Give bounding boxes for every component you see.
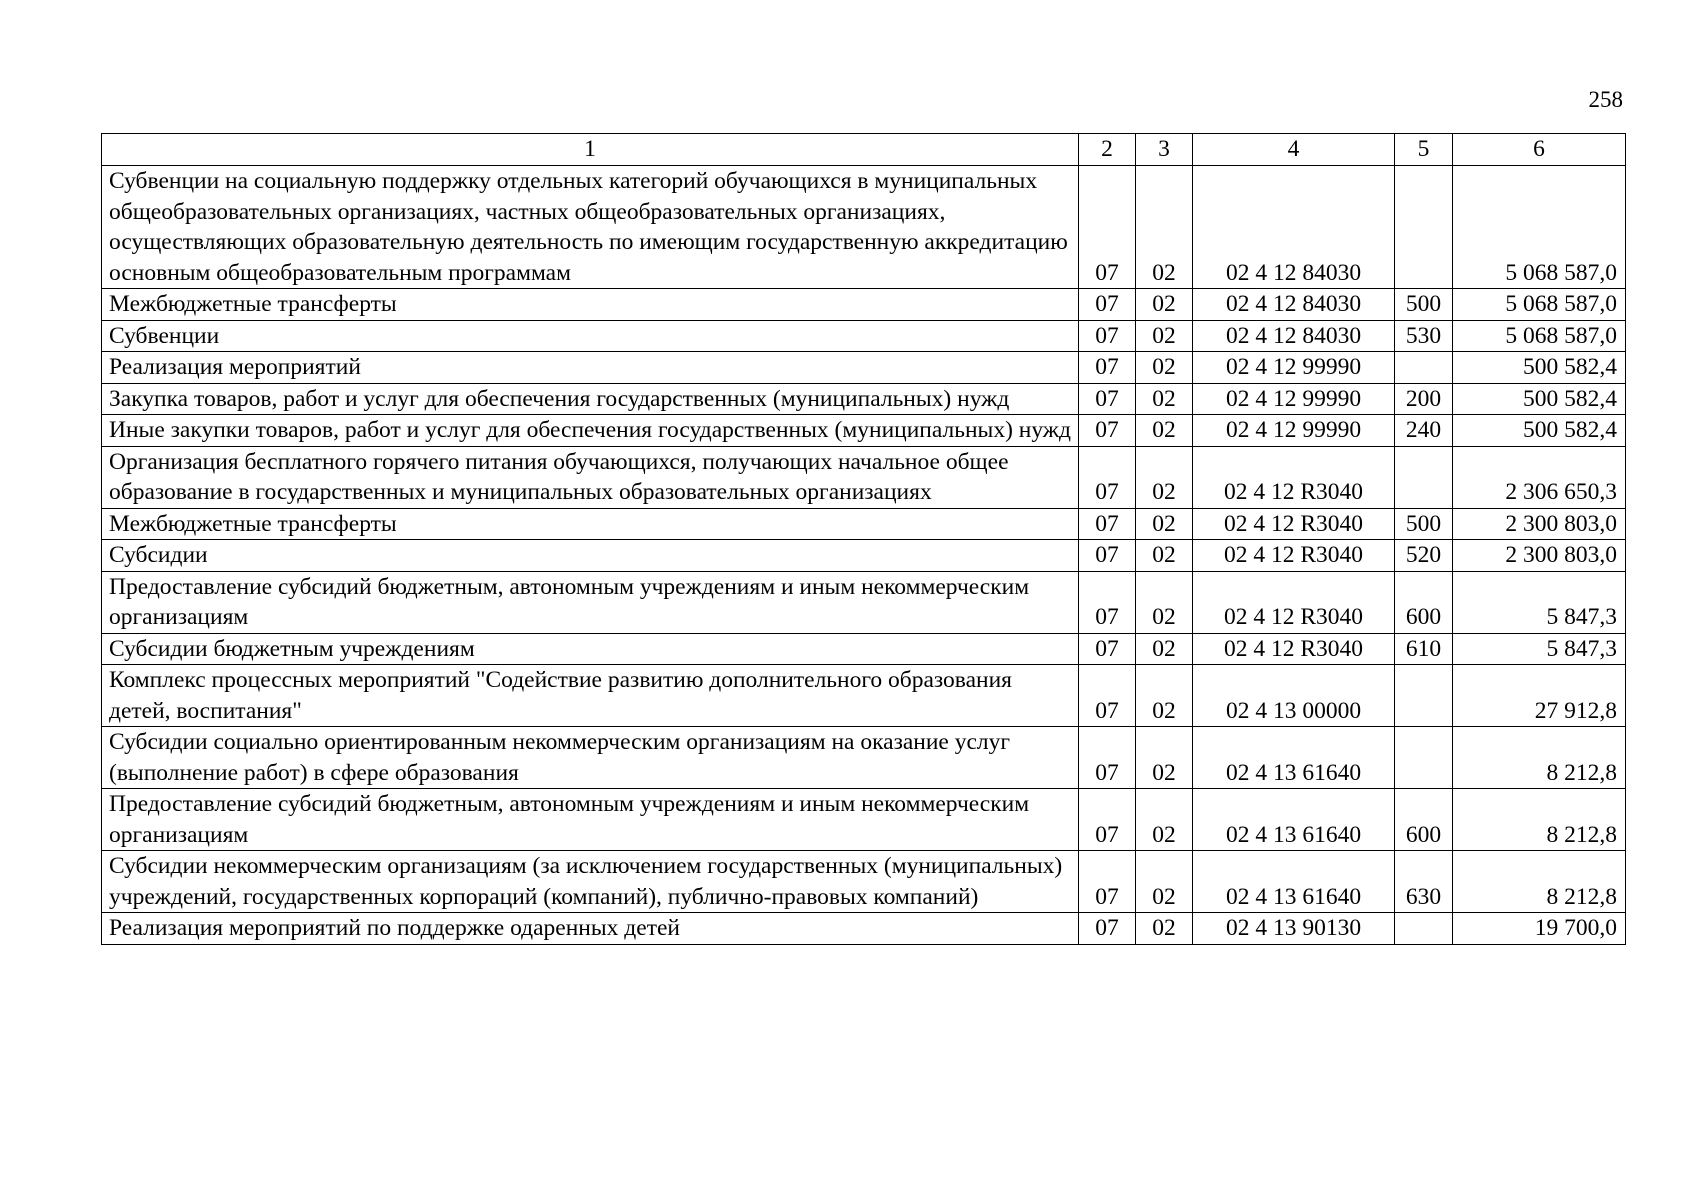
row-target-article: 02 4 12 R3040: [1193, 571, 1395, 633]
row-subsection: 02: [1136, 352, 1193, 384]
row-section: 07: [1079, 508, 1136, 540]
budget-table: [101, 133, 1626, 945]
row-subsection: 02: [1136, 289, 1193, 321]
row-name: Субсидии: [102, 540, 1079, 572]
table-row: [102, 789, 1626, 851]
header-col-6: 6: [1453, 134, 1626, 166]
row-amount: 5 847,3: [1453, 571, 1626, 633]
row-name: Субсидии некоммерческим организациям (за исключением государственных (муниципальных) учреждений, государственных корпораций (компаний), публично-правовых компаний): [102, 851, 1079, 913]
row-target-article: 02 4 12 99990: [1193, 383, 1395, 415]
row-name: Субсидии социально ориентированным некоммерческим организациям на оказание услуг (выполнение работ) в сфере образования: [102, 727, 1079, 789]
table-row: [102, 289, 1626, 321]
row-subsection: 02: [1136, 633, 1193, 665]
row-expense-type: [1395, 665, 1453, 727]
row-amount: 8 212,8: [1453, 727, 1626, 789]
row-expense-type: 630: [1395, 851, 1453, 913]
row-expense-type: 500: [1395, 508, 1453, 540]
row-expense-type: 500: [1395, 289, 1453, 321]
row-amount: 500 582,4: [1453, 383, 1626, 415]
row-section: 07: [1079, 446, 1136, 508]
row-expense-type: [1395, 446, 1453, 508]
row-section: 07: [1079, 320, 1136, 352]
row-target-article: 02 4 12 99990: [1193, 352, 1395, 384]
row-amount: 500 582,4: [1453, 415, 1626, 447]
row-section: 07: [1079, 289, 1136, 321]
row-section: 07: [1079, 352, 1136, 384]
row-subsection: 02: [1136, 166, 1193, 289]
row-amount: 27 912,8: [1453, 665, 1626, 727]
table-row: [102, 508, 1626, 540]
row-target-article: 02 4 13 61640: [1193, 851, 1395, 913]
row-subsection: 02: [1136, 665, 1193, 727]
row-name: Субвенции: [102, 320, 1079, 352]
row-name: Предоставление субсидий бюджетным, автономным учреждениям и иным некоммерческим организациям: [102, 789, 1079, 851]
row-target-article: 02 4 13 61640: [1193, 727, 1395, 789]
row-expense-type: [1395, 727, 1453, 789]
header-col-4: 4: [1193, 134, 1395, 166]
row-section: 07: [1079, 665, 1136, 727]
row-amount: 2 300 803,0: [1453, 540, 1626, 572]
header-row: [102, 134, 1626, 166]
header-col-1: 1: [102, 134, 1079, 166]
row-target-article: 02 4 12 84030: [1193, 166, 1395, 289]
row-subsection: 02: [1136, 851, 1193, 913]
row-subsection: 02: [1136, 540, 1193, 572]
row-expense-type: 600: [1395, 789, 1453, 851]
row-section: 07: [1079, 789, 1136, 851]
row-target-article: 02 4 13 61640: [1193, 789, 1395, 851]
row-amount: 8 212,8: [1453, 851, 1626, 913]
table-row: [102, 727, 1626, 789]
header-col-2: 2: [1079, 134, 1136, 166]
row-amount: 5 068 587,0: [1453, 166, 1626, 289]
row-section: 07: [1079, 540, 1136, 572]
row-subsection: 02: [1136, 789, 1193, 851]
row-expense-type: 610: [1395, 633, 1453, 665]
row-section: 07: [1079, 851, 1136, 913]
table-row: [102, 446, 1626, 508]
row-name: Межбюджетные трансферты: [102, 508, 1079, 540]
row-amount: 5 068 587,0: [1453, 320, 1626, 352]
table-row: [102, 571, 1626, 633]
row-subsection: 02: [1136, 508, 1193, 540]
row-expense-type: [1395, 352, 1453, 384]
table-row: [102, 383, 1626, 415]
row-amount: 5 068 587,0: [1453, 289, 1626, 321]
row-section: 07: [1079, 727, 1136, 789]
row-amount: 2 306 650,3: [1453, 446, 1626, 508]
row-subsection: 02: [1136, 913, 1193, 945]
row-name: Реализация мероприятий: [102, 352, 1079, 384]
table-row: [102, 352, 1626, 384]
row-target-article: 02 4 13 90130: [1193, 913, 1395, 945]
table-header: [102, 134, 1626, 166]
row-amount: 19 700,0: [1453, 913, 1626, 945]
row-name: Субсидии бюджетным учреждениям: [102, 633, 1079, 665]
row-section: 07: [1079, 913, 1136, 945]
row-subsection: 02: [1136, 415, 1193, 447]
row-name: Предоставление субсидий бюджетным, автономным учреждениям и иным некоммерческим организациям: [102, 571, 1079, 633]
row-subsection: 02: [1136, 446, 1193, 508]
row-subsection: 02: [1136, 383, 1193, 415]
header-col-3: 3: [1136, 134, 1193, 166]
row-expense-type: [1395, 913, 1453, 945]
table-row: [102, 415, 1626, 447]
row-name: Межбюджетные трансферты: [102, 289, 1079, 321]
row-target-article: 02 4 12 84030: [1193, 320, 1395, 352]
header-col-5: 5: [1395, 134, 1453, 166]
row-target-article: 02 4 12 84030: [1193, 289, 1395, 321]
row-amount: 8 212,8: [1453, 789, 1626, 851]
row-target-article: 02 4 12 99990: [1193, 415, 1395, 447]
table-body: [102, 166, 1626, 945]
row-name: Комплекс процессных мероприятий "Содействие развитию дополнительного образования детей, воспитания": [102, 665, 1079, 727]
row-target-article: 02 4 12 R3040: [1193, 540, 1395, 572]
table-row: [102, 851, 1626, 913]
row-name: Реализация мероприятий по поддержке одаренных детей: [102, 913, 1079, 945]
row-expense-type: 240: [1395, 415, 1453, 447]
row-subsection: 02: [1136, 571, 1193, 633]
row-amount: 500 582,4: [1453, 352, 1626, 384]
row-amount: 5 847,3: [1453, 633, 1626, 665]
table-row: [102, 633, 1626, 665]
row-target-article: 02 4 12 R3040: [1193, 446, 1395, 508]
row-subsection: 02: [1136, 320, 1193, 352]
row-expense-type: 200: [1395, 383, 1453, 415]
row-expense-type: 530: [1395, 320, 1453, 352]
table-row: [102, 913, 1626, 945]
row-section: 07: [1079, 633, 1136, 665]
row-section: 07: [1079, 415, 1136, 447]
row-section: 07: [1079, 383, 1136, 415]
row-subsection: 02: [1136, 727, 1193, 789]
row-expense-type: [1395, 166, 1453, 289]
row-target-article: 02 4 12 R3040: [1193, 508, 1395, 540]
table-row: [102, 665, 1626, 727]
row-name: Иные закупки товаров, работ и услуг для обеспечения государственных (муниципальных) нужд: [102, 415, 1079, 447]
table-row: [102, 540, 1626, 572]
row-section: 07: [1079, 166, 1136, 289]
row-amount: 2 300 803,0: [1453, 508, 1626, 540]
row-name: Закупка товаров, работ и услуг для обеспечения государственных (муниципальных) нужд: [102, 383, 1079, 415]
row-expense-type: 600: [1395, 571, 1453, 633]
row-expense-type: 520: [1395, 540, 1453, 572]
row-target-article: 02 4 12 R3040: [1193, 633, 1395, 665]
row-name: Организация бесплатного горячего питания обучающихся, получающих начальное общее образование в государственных и муниципальных образовательных организациях: [102, 446, 1079, 508]
table-row: [102, 166, 1626, 289]
page-number: 258: [1588, 87, 1623, 112]
row-target-article: 02 4 13 00000: [1193, 665, 1395, 727]
row-section: 07: [1079, 571, 1136, 633]
table-row: [102, 320, 1626, 352]
row-name: Субвенции на социальную поддержку отдельных категорий обучающихся в муниципальных общеобразовательных организациях, частных общеобразовательных организациях, осуществляющих образовательную деятельность по имеющим государственную аккредитацию основным общеобразовательным программам: [102, 166, 1079, 289]
